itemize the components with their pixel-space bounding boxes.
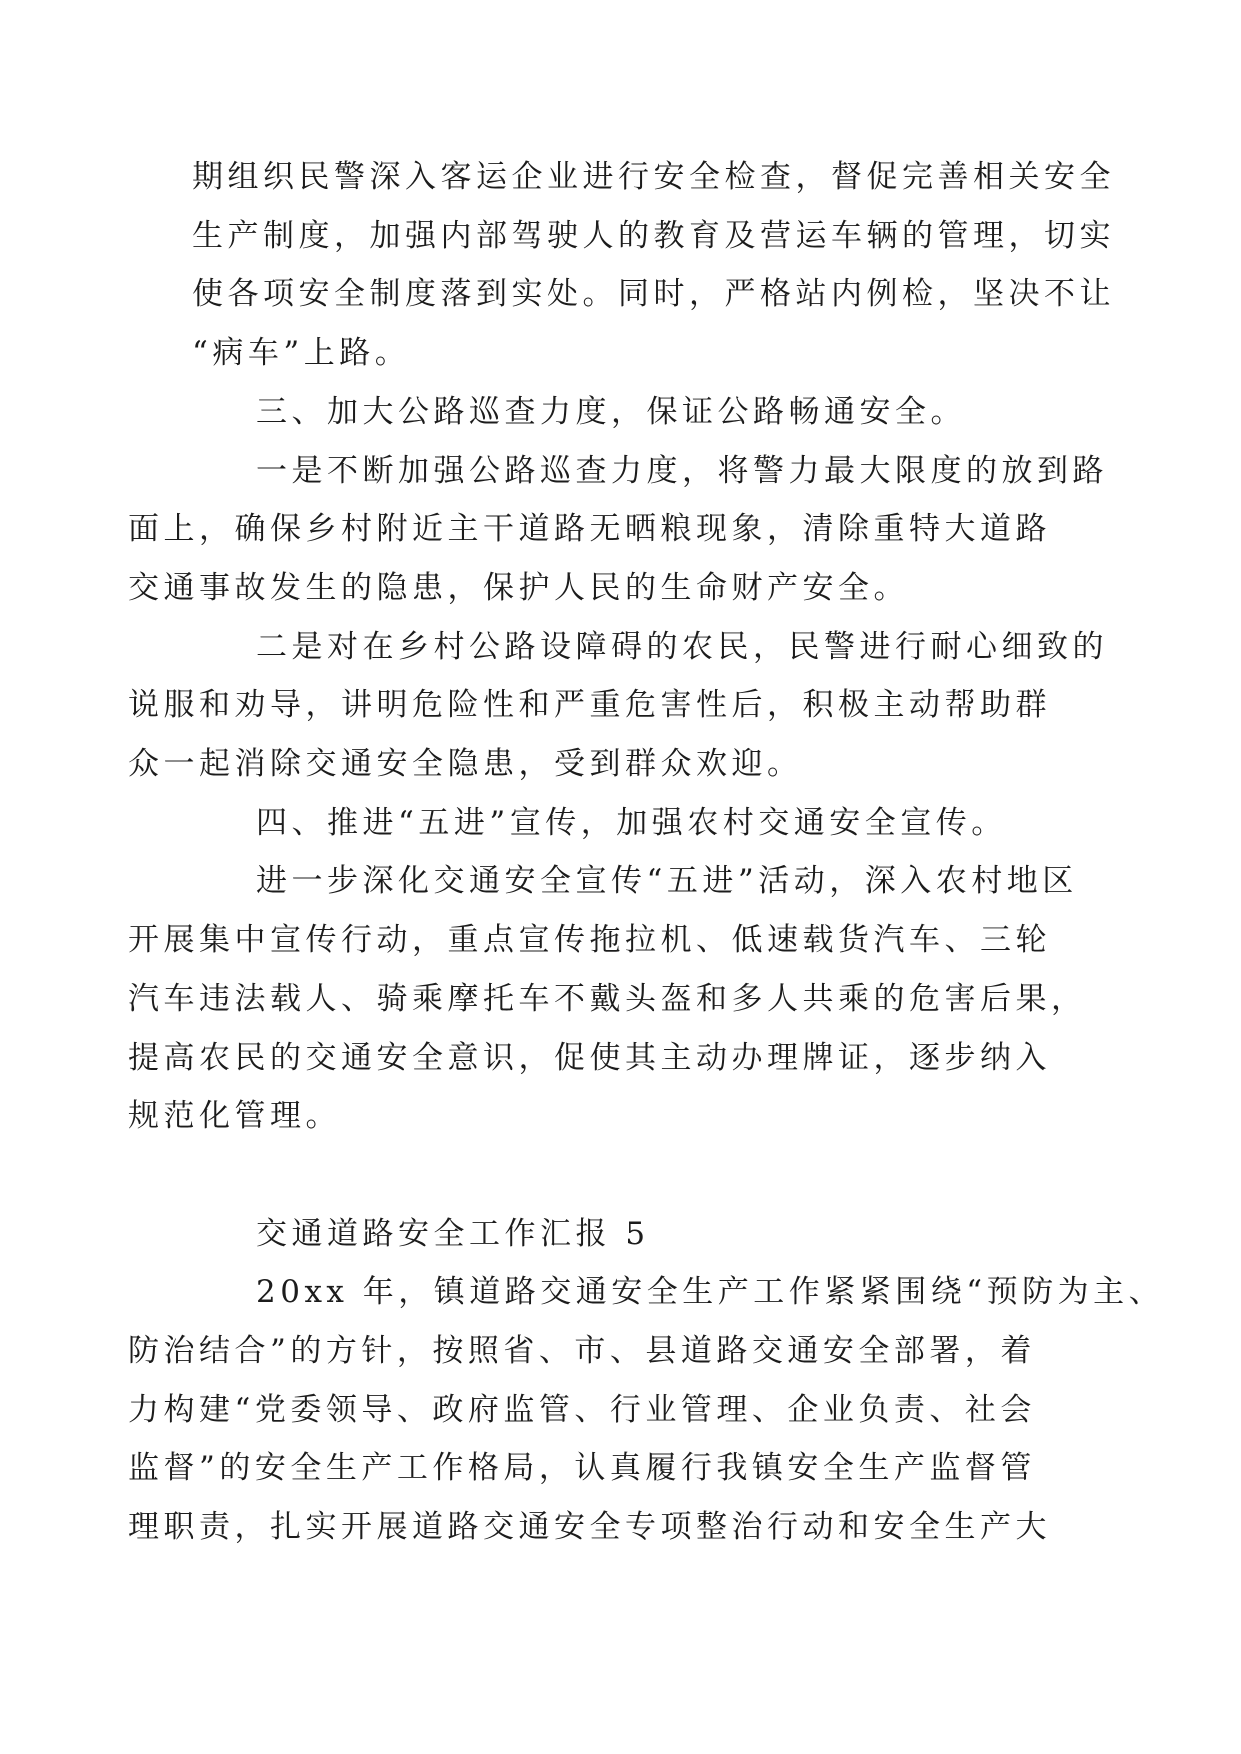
paragraph-1 — [192, 148, 1115, 383]
text-line: 四、推进“五进”宣传，加强农村交通安全宣传。 — [256, 804, 1007, 841]
text-line: 汽车违法载人、骑乘摩托车不戴头盔和多人共乘的危害后果， — [128, 980, 1087, 1017]
text-line: 生产制度，加强内部驾驶人的教育及营运车辆的管理，切实 — [192, 217, 1115, 254]
text-line: 说服和劝导，讲明危险性和严重危害性后，积极主动帮助群 — [128, 687, 1051, 724]
text-line: 防治结合”的方针，按照省、市、县道路交通安全部署，着 — [128, 1333, 1036, 1370]
text-line: 20xx 年，镇道路交通安全生产工作紧紧围绕“预防为主、 — [256, 1274, 1165, 1311]
text-line: 开展集中宣传行动，重点宣传拖拉机、低速载货汽车、三轮 — [128, 922, 1051, 959]
paragraph-publicity — [128, 852, 1087, 1146]
text-line: 三、加大公路巡查力度，保证公路畅通安全。 — [256, 393, 966, 430]
text-line: 理职责，扎实开展道路交通安全专项整治行动和安全生产大 — [128, 1509, 1051, 1546]
text-line: 交通事故发生的隐患，保护人民的生命财产安全。 — [128, 569, 909, 606]
text-line: 一是不断加强公路巡查力度，将警力最大限度的放到路 — [256, 452, 1108, 489]
text-line: “病车”上路。 — [192, 335, 411, 372]
text-line: 进一步深化交通安全宣传“五进”活动，深入农村地区 — [256, 863, 1078, 900]
heading-section-4 — [192, 794, 1052, 853]
document-body — [128, 148, 1165, 1557]
text-line: 众一起消除交通安全隐患，受到群众欢迎。 — [128, 746, 803, 783]
text-line: 二是对在乡村公路设障碍的农民，民警进行耐心细致的 — [256, 628, 1108, 665]
paragraph-obstacles — [128, 618, 1108, 794]
section-title — [192, 1205, 1052, 1264]
text-line: 提高农民的交通安全意识，促使其主动办理牌证，逐步纳入 — [128, 1039, 1051, 1076]
text-line: 期组织民警深入客运企业进行安全检查，督促完善相关安全 — [192, 159, 1115, 195]
text-line: 监督”的安全生产工作格局，认真履行我镇安全生产监督管 — [128, 1450, 1036, 1487]
blank-line — [192, 1146, 1052, 1205]
paragraph-patrol — [128, 442, 1108, 618]
text-line: 力构建“党委领导、政府监管、行业管理、企业负责、社会 — [128, 1391, 1036, 1428]
paragraph-closing — [128, 1263, 1165, 1557]
text-line: 面上，确保乡村附近主干道路无晒粮现象，清除重特大道路 — [128, 511, 1051, 548]
text-line: 规范化管理。 — [128, 1098, 341, 1135]
text-line: 使各项安全制度落到实处。同时，严格站内例检，坚决不让 — [192, 276, 1115, 313]
heading-section-3 — [192, 383, 1052, 442]
text-line: 交通道路安全工作汇报 5 — [256, 1215, 650, 1252]
